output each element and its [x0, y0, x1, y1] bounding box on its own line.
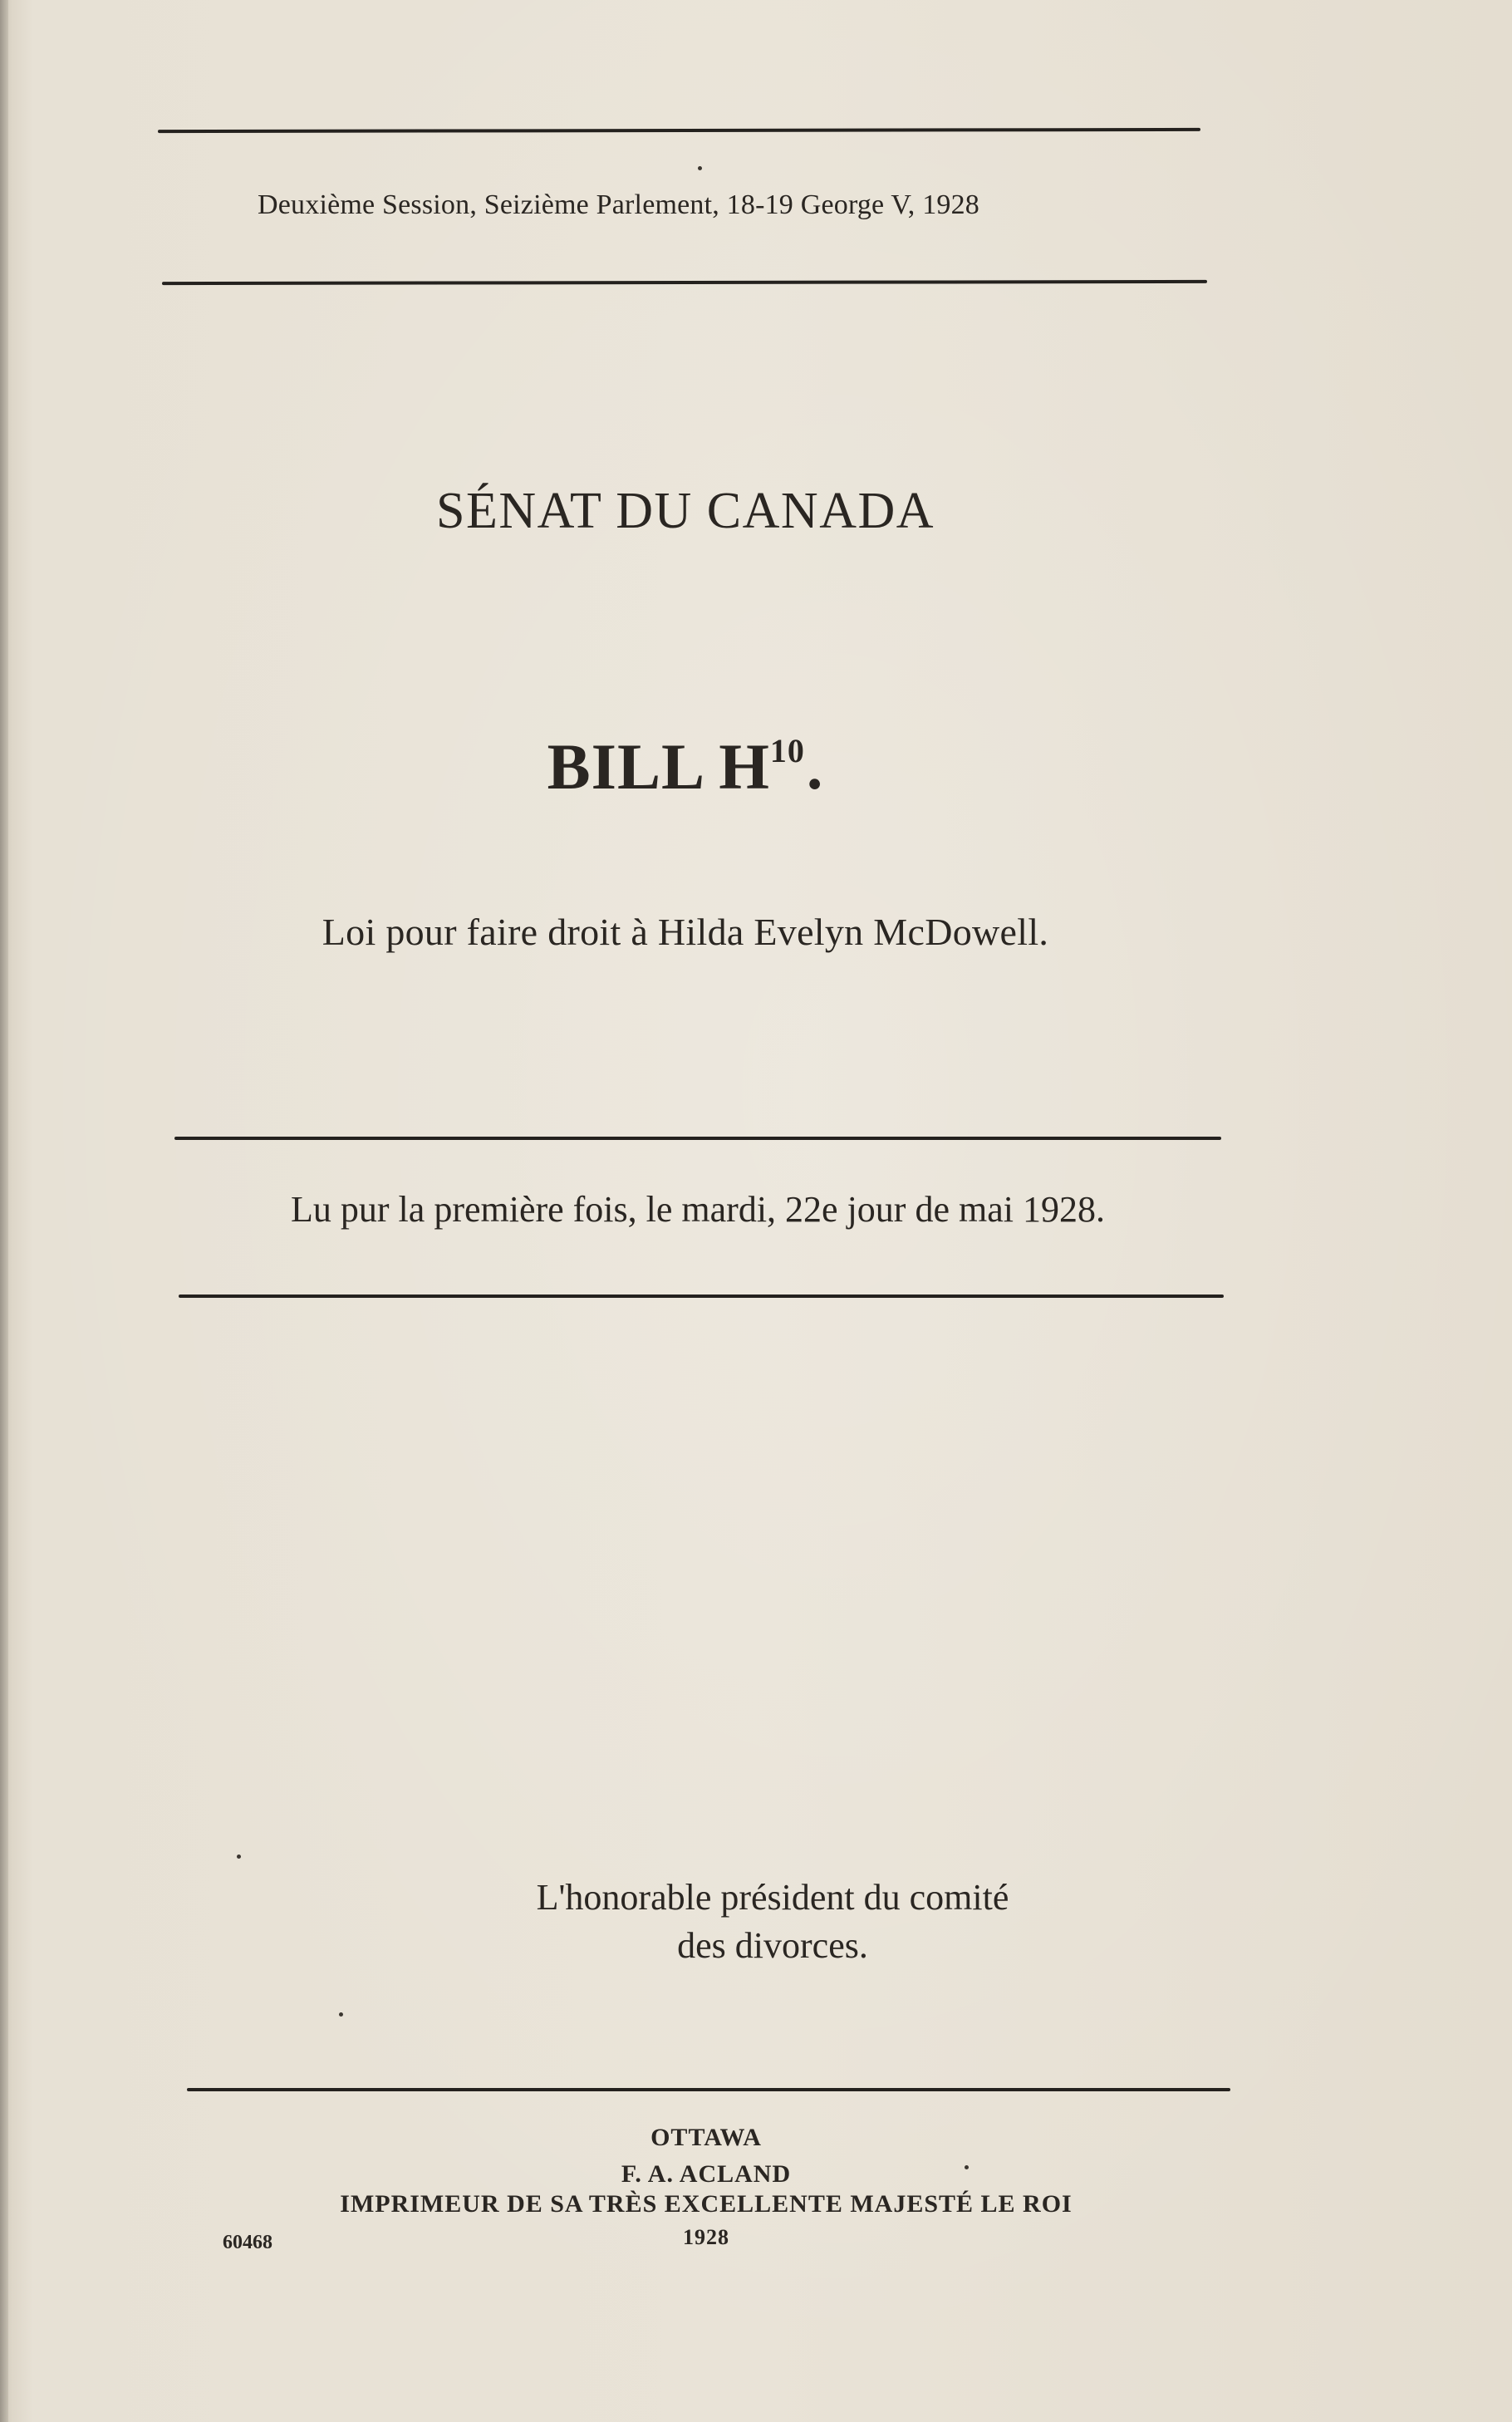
sponsor-line-2: des divorces. — [677, 1925, 868, 1966]
bill-superscript: 10 — [769, 732, 805, 769]
header-top-rule — [158, 128, 1200, 133]
bill-prefix: BILL H — [547, 730, 770, 803]
ink-speck — [237, 1855, 241, 1859]
imprint-printer-title: IMPRIMEUR DE SA TRÈS EXCELLENTE MAJESTÉ LE ROI — [340, 2190, 1073, 2218]
session-line: Deuxième Session, Seizième Parlement, 18-19 George V, 1928 — [258, 189, 980, 220]
chamber-title: SÉNAT DU CANADA — [435, 483, 935, 539]
imprint-year: 1928 — [683, 2225, 729, 2249]
ink-speck — [339, 2012, 343, 2017]
reading-top-rule — [174, 1137, 1221, 1140]
bill-description: Loi pour faire droit à Hilda Evelyn McDowell. — [322, 911, 1049, 953]
sponsor-block — [0, 1874, 1512, 1970]
job-number: 60468 — [223, 2232, 272, 2253]
imprint-top-rule — [187, 2088, 1230, 2091]
first-reading-line: Lu pur la première fois, le mardi, 22e jour de mai 1928. — [291, 1189, 1105, 1230]
imprint-city: OTTAWA — [650, 2124, 762, 2151]
ink-speck — [965, 2165, 969, 2169]
bill-suffix: . — [806, 730, 824, 803]
reading-bottom-rule — [179, 1295, 1224, 1298]
ink-speck — [698, 166, 702, 170]
bill-number — [0, 730, 1371, 804]
imprint-printer-name: F. A. ACLAND — [621, 2160, 792, 2188]
header-bottom-rule — [162, 280, 1207, 285]
sponsor-line-1: L'honorable président du comité — [536, 1877, 1009, 1918]
